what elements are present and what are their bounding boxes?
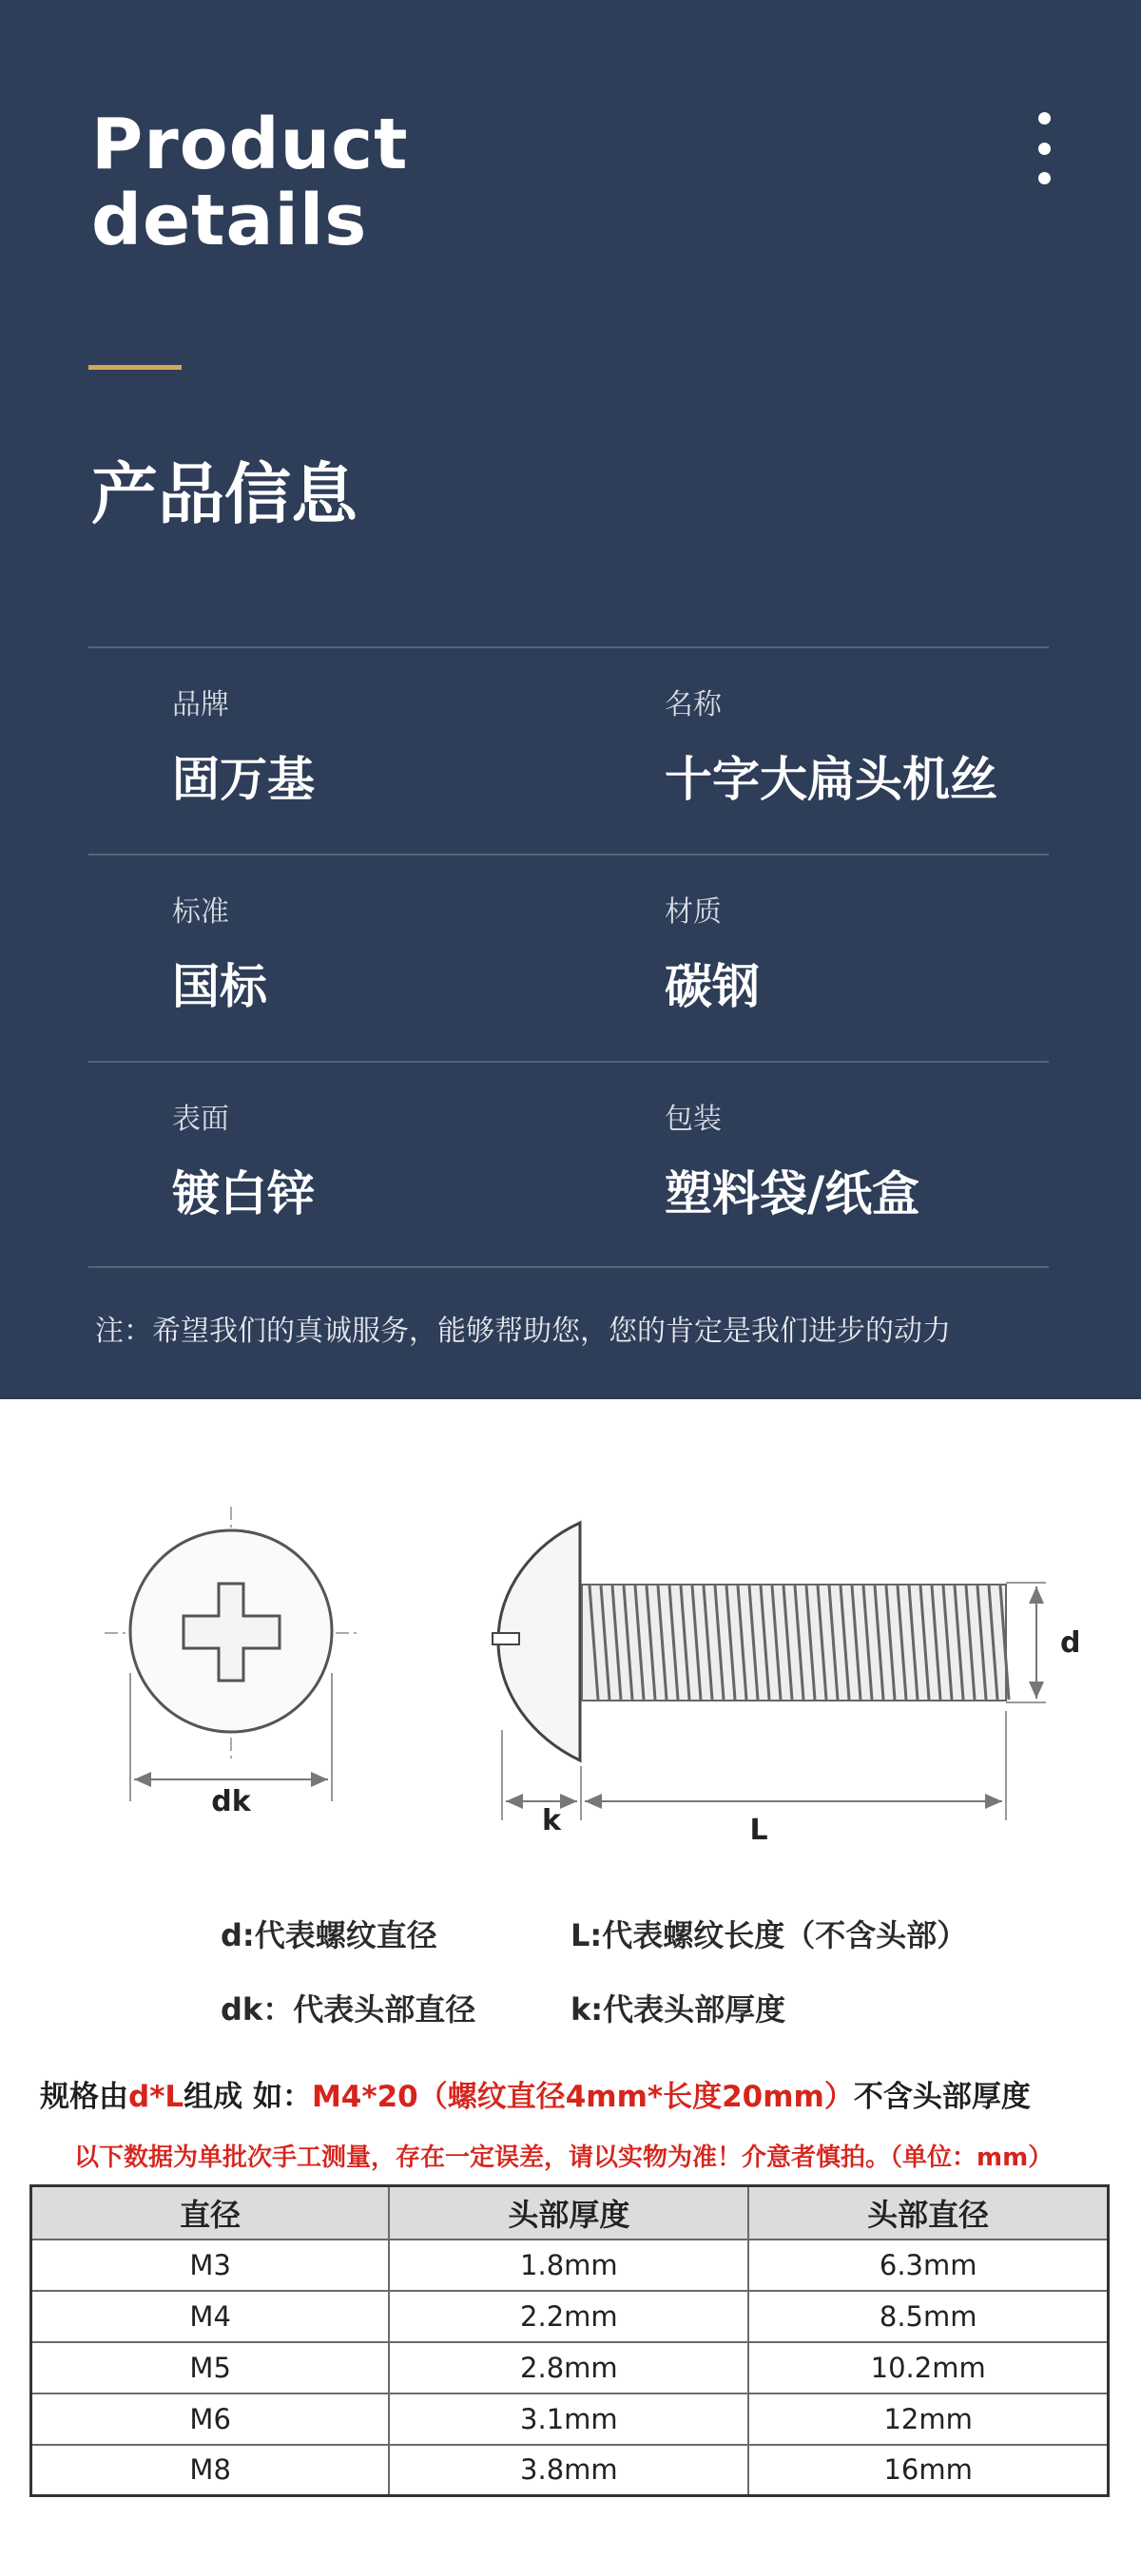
table-cell: 2.8mm bbox=[389, 2342, 748, 2393]
table-cell: M5 bbox=[31, 2342, 390, 2393]
spec-prefix: 规格由 bbox=[40, 2080, 128, 2114]
info-grid bbox=[88, 646, 1049, 1268]
kebab-menu-icon[interactable] bbox=[1029, 112, 1059, 184]
title-line-2: details bbox=[91, 180, 368, 261]
column-header: 直径 bbox=[31, 2186, 390, 2240]
table-header-row bbox=[31, 2186, 1109, 2240]
k-label: k bbox=[542, 1804, 561, 1837]
screw-dimension-diagram bbox=[0, 1483, 1141, 1882]
page-title-chinese: 产品信息 bbox=[91, 455, 358, 533]
info-value: 国标 bbox=[172, 959, 267, 1014]
info-value: 碳钢 bbox=[665, 959, 760, 1014]
table-cell: 12mm bbox=[748, 2393, 1108, 2445]
menu-dot bbox=[1038, 172, 1051, 184]
spec-table bbox=[29, 2184, 1110, 2497]
info-label: 名称 bbox=[665, 688, 722, 721]
table-cell: 1.8mm bbox=[389, 2240, 748, 2291]
table-cell: 2.2mm bbox=[389, 2291, 748, 2342]
spec-suffix: 不含头部厚度 bbox=[853, 2080, 1031, 2114]
screw-side-view bbox=[493, 1523, 1046, 1820]
info-row bbox=[88, 1061, 1049, 1268]
table-cell: 10.2mm bbox=[748, 2342, 1108, 2393]
menu-dot bbox=[1038, 143, 1051, 155]
info-label: 标准 bbox=[172, 895, 229, 929]
column-header: 头部厚度 bbox=[389, 2186, 748, 2240]
table-row bbox=[31, 2445, 1109, 2496]
d-label: d bbox=[1060, 1626, 1081, 1660]
menu-dot bbox=[1038, 112, 1051, 125]
table-row bbox=[31, 2393, 1109, 2445]
info-value: 固万基 bbox=[172, 752, 315, 807]
screw-head-top-view bbox=[105, 1507, 359, 1801]
legend-k: k:代表头部厚度 bbox=[570, 1991, 786, 2028]
info-row bbox=[88, 646, 1049, 854]
legend-L: L:代表螺纹长度（不含头部） bbox=[570, 1917, 968, 1953]
info-value: 十字大扁头机丝 bbox=[665, 752, 997, 807]
table-cell: 3.1mm bbox=[389, 2393, 748, 2445]
info-label: 品牌 bbox=[172, 688, 229, 721]
dimension-legend bbox=[0, 1911, 1141, 2044]
table-cell: M4 bbox=[31, 2291, 390, 2342]
dk-label: dk bbox=[211, 1785, 251, 1818]
table-cell: 6.3mm bbox=[748, 2240, 1108, 2291]
table-cell: 16mm bbox=[748, 2445, 1108, 2496]
info-label: 包装 bbox=[665, 1103, 722, 1136]
page-title-english bbox=[91, 106, 408, 259]
legend-dk: dk：代表头部直径 bbox=[221, 1991, 476, 2028]
table-row bbox=[31, 2291, 1109, 2342]
spec-example: M4*20（螺纹直径4mm*长度20mm） bbox=[311, 2080, 854, 2114]
info-label: 材质 bbox=[665, 895, 722, 929]
info-value: 塑料袋/纸盒 bbox=[665, 1166, 920, 1221]
L-label: L bbox=[749, 1814, 768, 1847]
spec-explanation bbox=[40, 2077, 1031, 2117]
service-note: 注：希望我们的真诚服务，能够帮助您，您的肯定是我们进步的动力 bbox=[95, 1315, 951, 1348]
info-row bbox=[88, 854, 1049, 1061]
info-label: 表面 bbox=[172, 1103, 229, 1136]
table-cell: 3.8mm bbox=[389, 2445, 748, 2496]
table-row bbox=[31, 2240, 1109, 2291]
table-cell: M8 bbox=[31, 2445, 390, 2496]
info-value: 镀白锌 bbox=[172, 1166, 315, 1221]
spec-middle: 组成 如： bbox=[184, 2080, 312, 2114]
table-cell: M6 bbox=[31, 2393, 390, 2445]
table-cell: 8.5mm bbox=[748, 2291, 1108, 2342]
measurement-warning: 以下数据为单批次手工测量，存在一定误差，请以实物为准！介意者慎拍。（单位：mm） bbox=[74, 2143, 1054, 2172]
column-header: 头部直径 bbox=[748, 2186, 1108, 2240]
title-line-1: Product bbox=[91, 104, 409, 185]
legend-d: d:代表螺纹直径 bbox=[221, 1917, 437, 1953]
spec-dl: d*L bbox=[128, 2080, 184, 2114]
table-row bbox=[31, 2342, 1109, 2393]
accent-divider bbox=[88, 365, 182, 370]
table-cell: M3 bbox=[31, 2240, 390, 2291]
